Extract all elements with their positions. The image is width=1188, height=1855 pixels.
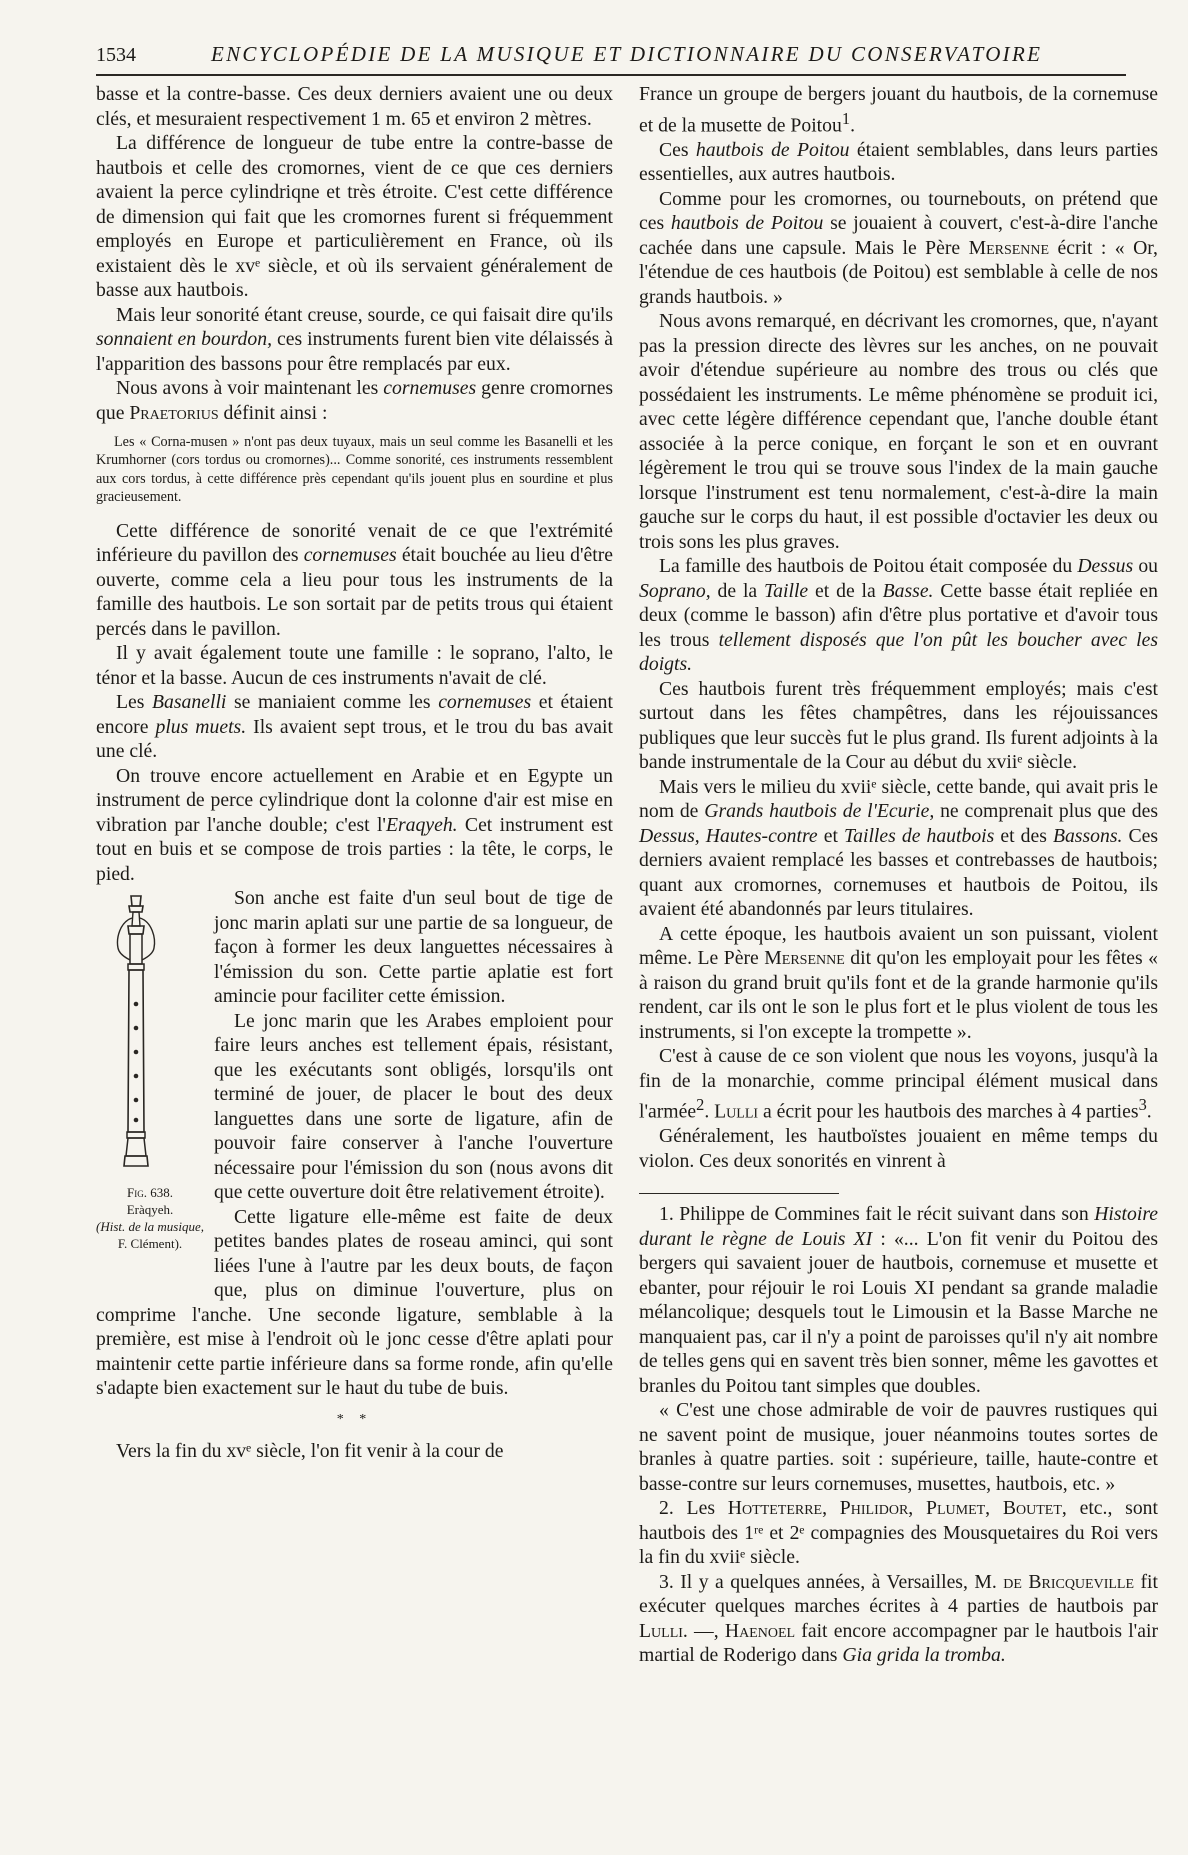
paragraph: Son anche est faite d'un seul bout de tige de jonc marin aplati sur une partie de sa longueur, de façon à former les deux languettes nécessaires à l'émission du son. Cette partie aplatie est fort amincie pour faciliter cette émission.: [214, 887, 613, 1008]
paragraph: Il y avait également toute une famille : le soprano, l'alto, le ténor et la basse. Aucun de ces instruments n'avait de clé.: [96, 642, 613, 689]
paragraph: C'est à cause de ce son violent que nous les voyons, jusqu'à la fin de la monarchie, comme principal élément musical dans l'armée$^2$. Lulli a écrit pour les hautbois des marches à 4 parties$^3$.: [639, 1045, 1158, 1123]
paragraph: La différence de longueur de tube entre la contre-basse de hautbois et celle des cromornes, vient de ce que ces derniers avaient la perce cylindriqne et très étroite. C'est cette différence de dimension qui fait que les cromornes furent si fréquemment employés en Europe et particulièrement en France, où ils existaient dès le xvᵉ siècle, et où ils servaient généralement de basse aux hautbois.: [96, 132, 613, 301]
running-title: ENCYCLOPÉDIE DE LA MUSIQUE ET DICTIONNAIRE DU CONSERVATOIRE: [211, 42, 1043, 66]
footnote-2: 2. Les Hotteterre, Philidor, Plumet, Boutet, etc., sont hautbois des 1ʳᵉ et 2ᵉ compagnies des Mousquetaires du Roi vers la fin du xviiᵉ siècle.: [639, 1497, 1158, 1569]
paragraph: Nous avons à voir maintenant les cornemuses genre cromornes que Praetorius définit ainsi :: [96, 377, 613, 424]
paragraph: Généralement, les hautboïstes jouaient en même temps du violon. Ces deux sonorités en vinrent à: [639, 1125, 1158, 1172]
paragraph: On trouve encore actuellement en Arabie et en Egypte un instrument de perce cylindrique dont la colonne d'air est mise en vibration par l'anche double; c'est l'Eraqyeh. Cet instrument est tout en buis et se compose de trois parties : la tête, le corps, le pied.: [96, 764, 613, 885]
paragraph: France un groupe de bergers jouant du hautbois, de la cornemuse et de la musette de Poitou$^1$.: [639, 83, 1158, 137]
eraqyeh-illustration: [106, 894, 166, 1179]
paragraph: Les Basanelli se maniaient comme les cornemuses et étaient encore plus muets. Ils avaient sept trous, et le trou du bas avait une clé.: [96, 691, 613, 763]
paragraph: Cette différence de sonorité venait de ce que l'extrémité inférieure du pavillon des cornemuses était bouchée au lieu d'être ouverte, comme cela a lieu pour tous les instruments de la famille des hautbois. Le son sortait par de petits trous qui étaient percés dans le pavillon.: [96, 519, 613, 640]
paragraph: Vers la fin du xvᵉ siècle, l'on fit venir à la cour de: [116, 1439, 504, 1462]
paragraph: Ces hautbois furent très fréquemment employés; mais c'est surtout dans les fêtes champêtres, dans les réjouissances publiques que leur succès fut le plus grand. Ils furent adjoints à la bande instrumentale de la Cour au début du xviiᵉ siècle.: [639, 677, 1158, 774]
page-header: [96, 40, 1126, 76]
section-separator: * *: [336, 1411, 373, 1427]
paragraph: Cette ligature elle-même est faite de deux petites bandes plates de roseau aminci, qui sont liées l'une à l'autre par les deux bouts, de façon que, plus on diminue l'ouverture, plus on comprime l'anche. Une seconde ligature, semblable à la première, est mise à l'endroit où le jonc cesse d'être aplati pour maintenir cette partie inférieure dans sa forme ronde, afin qu'elle s'adapte bien exactement sur le haut du tube de buis.: [96, 1205, 613, 1400]
paragraph: Ces hautbois de Poitou étaient semblables, dans leurs parties essentielles, aux autres hautbois.: [639, 138, 1159, 186]
paragraph: Le jonc marin que les Arabes emploient pour faire leurs anches est tellement épais, résistant, que les exécutants sont obligés, lorsqu'ils ont terminé de jouer, de placer le bout des deux languettes dans une sorte de ligature, afin de pouvoir faire conserver à l'anche l'ouverture nécessaire pour l'émission du son (nous avons dit que cette ouverture doit être relativement étroite).: [214, 1009, 613, 1204]
footnote-rule: [639, 1193, 839, 1194]
left-column: [96, 82, 613, 1463]
paragraph: Mais leur sonorité étant creuse, sourde, ce qui faisait dire qu'ils sonnaient en bourdon, ces instruments furent bien vite délaissés à l'apparition des bassons pour être remplacés par eux.: [96, 303, 614, 375]
page-number: 1534: [96, 44, 136, 66]
footnote-3: 3. Il y a quelques années, à Versailles, M. de Bricqueville fit exécuter quelques marches écrites à 4 parties de hautbois par Lulli. —, Haenoel fait encore accompagner par le hautbois l'air martial de Roderigo dans Gia grida la tromba.: [639, 1570, 1158, 1667]
paragraph: Comme pour les cromornes, ou tournebouts, on prétend que ces hautbois de Poitou se jouaient à couvert, c'est-à-dire l'anche cachée dans une capsule. Mais le Père Mersenne écrit : « Or, l'étendue de ces hautbois (de Poitou) est semblable à celle de nos grands hautbois. »: [639, 187, 1158, 308]
right-column: [639, 82, 1158, 1668]
figure-eraqyeh: [96, 886, 210, 1286]
paragraph: La famille des hautbois de Poitou était composée du Dessus ou Soprano, de la Taille et de la Basse. Cette basse était repliée en deux (comme le basson) afin d'être plus portative et d'avoir tous les trous tellement disposés que l'on pût les boucher avec les doigts.: [639, 555, 1159, 676]
paragraph: Mais vers le milieu du xviiᵉ siècle, cette bande, qui avait pris le nom de Grands hautbois de l'Ecurie, ne comprenait plus que des Dessus, Hautes-contre et Tailles de hautbois et des Bassons. Ces derniers avaient remplacé les basses et contrebasses de hautbois; quant aux cromornes, cornemuses et hautbois de Poitou, ils avaient été abandonnés par leurs titulaires.: [639, 775, 1158, 921]
paragraph: A cette époque, les hautbois avaient un son puissant, violent même. Le Père Mersenne dit qu'on les employait pour les fêtes « à raison du grand bruit qu'ils font et de la grande harmonie qu'ils rendent, car ils ont le son le plus fort et le plus violent de tous les instruments, si l'on excepte la trompette ».: [639, 922, 1158, 1043]
paragraph: Nous avons remarqué, en décrivant les cromornes, que, n'ayant pas la pression directe des lèvres sur les anches, on ne pouvait avoir d'étendue supérieure au nombre des trous ou clés que possédaient les instruments. Le même phénomène se produit ici, avec cette légère différence cependant que, l'anche double étant associée à la perce conique, en forçant le son et en ouvrant légèrement le trou qui se trouve sous l'index de la main gauche lorsque l'instrument est tenu normalement, c'est-à-dire la main gauche sur le corps du haut, il est possible d'octavier les deux ou trois sons les plus graves.: [639, 310, 1158, 553]
footnote-1: 1. Philippe de Commines fait le récit suivant dans son Histoire durant le règne de Louis XI : «... L'on fit venir du Poitou des bergers qui savaient jouer de hautbois, cornemuse et musette et ebanter, pour réjouir le roi Louis XI pendant sa grande maladie mélancolique; desquels tout le Limousin et la Basse Marche ne manquaient pas, car il n'y a point de paroisses qu'il n'y ait nombre de telles gens qui en savent très bien sonner, même les gavottes et branles du Poitou tant simples que doubles.: [639, 1203, 1158, 1397]
paragraph: basse et la contre-basse. Ces deux derniers avaient une ou deux clés, et mesuraient respectivement 1 m. 65 et environ 2 mètres.: [96, 83, 613, 130]
footnote-1-continued: « C'est une chose admirable de voir de pauvres rustiques qui ne savent point de musique, jouer néanmoins toutes sortes de branles à quatre parties. soit : supérieure, taille, haute-contre et basse-contre sur leurs cornemuses, musettes, hautbois, etc. »: [639, 1399, 1158, 1495]
block-quote: Les « Corna-musen » n'ont pas deux tuyaux, mais un seul comme les Basanelli et les Krumhorner (cors tordus ou cromornes)... Comme sonorité, ces instruments ressemblent aux cors tordus, à cette différence près cependant qu'ils jouent plus en sourdine et plus gracieusement.: [96, 434, 613, 506]
figure-caption: Fig. 638. Eràqyeh. (Hist. de la musique, F. Clément).: [96, 1185, 204, 1252]
